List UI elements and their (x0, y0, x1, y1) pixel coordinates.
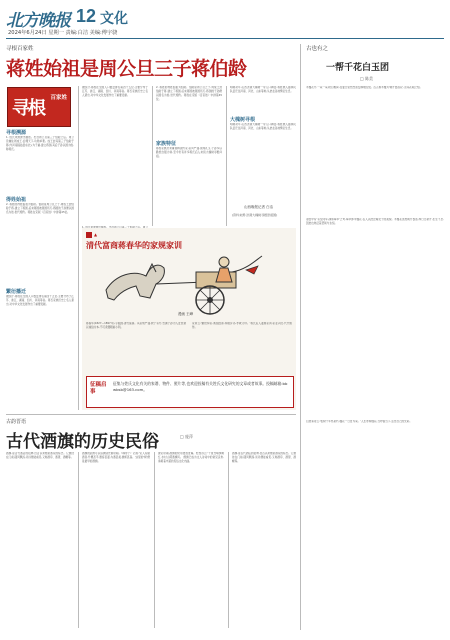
top-feature-column-4-text: 明朝初年,山西洪洞大槐树一带人口稠密,蒋姓族人随移民队伍迁往河南、河北、山东等地,从此在各地繁衍生息。 (230, 86, 296, 94)
subhead-ancestor: 得姓始祖 (6, 197, 27, 203)
bottom-feature-paragraph-4: 酒旗,是古代酒店的招牌,自古以来便是酒家的标志。它悬挂在门前,随风飘扬,远远便能看见,又称酒帘、酒望、酒幌等。 (232, 452, 296, 464)
masthead-logo: 北方晚报 (6, 11, 70, 31)
bottom-feature-paragraph-2: 酒旗的起源可以追溯到先秦时期。《韩非子》记载:'宋人有酤酒者,升概甚平,遇客甚谨,为酒甚美,悬帜甚高。'这里的'帜'便是最早的酒旗。 (82, 452, 150, 464)
masthead-rule (6, 38, 444, 39)
chariot-illustration (86, 252, 292, 318)
top-feature-column-2-text: 据统计,蒋姓在全国人口数量排名第四十五位,主要分布于江苏、浙江、湖南、四川、河南等省。蒋氏家族历史上名人辈出,对中华文化发展作出了重要贡献。 (82, 86, 148, 98)
column-headline: 一帮千花白玉团 (326, 63, 390, 73)
subhead-family-traits: 家族特征 (156, 141, 177, 147)
top-feature-kicker: 寻根百家姓 (6, 46, 34, 52)
story-box-kicker: ▲ (94, 232, 98, 237)
notice-text: 征集与姓氏文化有关的家谱、物件、照片等,也欢迎投稿有关姓氏文化研究的文章或者故事。投稿邮箱:bbwbsb@163.com。 (113, 381, 288, 392)
top-feature-headline: 蒋姓始祖是周公旦三子蒋伯龄 (6, 58, 247, 80)
bottom-feature-byline: □ 庞萍 (180, 434, 194, 439)
masthead (6, 6, 444, 40)
surname-emblem (7, 87, 71, 127)
page-number: 12 (76, 6, 97, 26)
subhead-root-seeking: 大槐树寻根 (230, 117, 256, 123)
emblem-subtitle: 百家姓 (50, 95, 67, 101)
page-column-divider (300, 44, 301, 630)
column-divider (154, 452, 155, 628)
top-feature-column-3b-text: 蒋姓家族历来重视耕读传家,家风严谨,崇尚礼义,子孙多以勤俭自强为训,至今仍有许多蒋氏后人来到大槐树寻根问祖。 (156, 147, 222, 159)
top-feature-paragraph-3: 据统计,蒋姓在全国人口数量排名第四十五位,主要分布于江苏、浙江、湖南、四川、河南等省。蒋氏家族历史上名人辈出,对中华文化发展作出了重要贡献。 (6, 295, 74, 307)
subhead-migration: 繁衍播迁 (6, 289, 27, 295)
source-credit: (资料来源:洪洞大槐树寻根祭祖园) (232, 213, 278, 217)
bottom-feature-headline: 古代酒旗的历史民俗 (6, 432, 159, 452)
top-feature-paragraph-1: 1. 姓氏来源源出姬姓。出自周公旦第三子伯龄之后。周公旦辅佐周成王,治理天下,功勋卓著。成王封其第三子伯龄于蒋(今河南固始县东北),为子爵,建立蒋国,其后子孙以国为姓,称蒋氏。 (6, 136, 74, 152)
story-paragraph-2: 家训云:'勤俭持家,诚信经商,和睦乡邻,孝敬父母。'蒋氏后人谨遵家训,家业兴旺,代代相传。 (192, 322, 292, 330)
column-label: 古也有之 (306, 46, 329, 52)
top-feature-column-3-text: 2. 蒋姓的得姓始祖为伯龄。伯龄是周公旦之子,周成王封伯龄于蒋,建立了蒋国,后来蒋国被楚国所灭,蒋国的子孙便以国名为姓,世代相传。蒋姓在宋版《百家姓》中排第45位。 (156, 86, 222, 102)
column-paragraph-2: 诗经中有'有女同车,颜如舜华'之句,舜华即木槿花,古人以此比喻女子的美貌。木槿花虽然朝开暮落,却日日新开,生生不息,因此也象征着坚韧与永恒。 (306, 218, 444, 226)
dateline: 2024年6月24日 星期一 责编:白洁 美编:傅宇骁 (8, 30, 118, 36)
bottom-feature-paragraph-3: 唐宋时期,酒旗的使用更加普遍。杜牧诗云:'千里莺啼绿映红,水村山郭酒旗风。'酒旗已成为文人诗词中的常见意象,承载着丰富的民俗文化内涵。 (158, 452, 224, 464)
story-paragraph-1: 蒋春华(1827—1897年),字振国,清代富商。其家规严谨,教子有方,告诫子孙为人处世须以诚信为本,不可贪图眼前小利。 (86, 322, 186, 330)
chariot-drawing (86, 252, 292, 318)
top-feature-column-4b-text: 明朝初年,山西洪洞大槐树一带人口稠密,蒋姓族人随移民队伍迁往河南、河北、山东等地,从此在各地繁衍生息。 (230, 123, 296, 131)
section-title: 文化 (100, 11, 128, 27)
column-divider (228, 452, 229, 628)
column-divider (226, 86, 227, 226)
story-box-title: 清代富商蒋春华的家规家训 (86, 241, 182, 250)
column-divider (78, 452, 79, 628)
notice-box (86, 376, 294, 408)
story-box-label-icon (86, 232, 92, 238)
column-byline: □ 陈美 (360, 76, 374, 81)
section-rule (6, 414, 296, 415)
top-feature-paragraph-2: 2. 蒋姓的得姓始祖为伯龄。伯龄是周公旦之子,周成王封伯龄于蒋,建立了蒋国,后来蒋国被楚国所灭,蒋国的子孙便以国名为姓,世代相传。蒋姓在宋版《百家姓》中排第45位。 (6, 203, 74, 215)
column-paragraph-1: 木槿花开,一朵一朵,粉白相间,在夏日里热烈而安静地绽放。古人称木槿为'朝开暮落花',言其花期之短。 (306, 86, 423, 89)
subhead-origin: 寻根溯源 (6, 130, 27, 136)
story-box (82, 228, 296, 410)
notice-label: 征稿启事 (90, 382, 107, 395)
column-paragraph-3: 白居易诗云:'松树千年终是朽,槿花一日自为荣。'人生亦如槿花,当珍惜当下,活出自己的光彩。 (306, 420, 412, 423)
author-credit: 山西晚报记者 白洁 (244, 205, 274, 209)
column-divider (78, 86, 79, 410)
bottom-feature-paragraph-1: 酒旗,是古代酒店的招牌,自古以来便是酒家的标志。它悬挂在门前,随风飘扬,远远便能看见,又称酒帘、酒望、酒幌等。 (6, 452, 74, 460)
illustration-credit: 漫画 王峰 (178, 312, 194, 316)
bottom-feature-kicker: 古韵晋语 (6, 419, 27, 425)
column-divider (152, 86, 153, 226)
emblem-title: 寻根 (12, 98, 44, 119)
